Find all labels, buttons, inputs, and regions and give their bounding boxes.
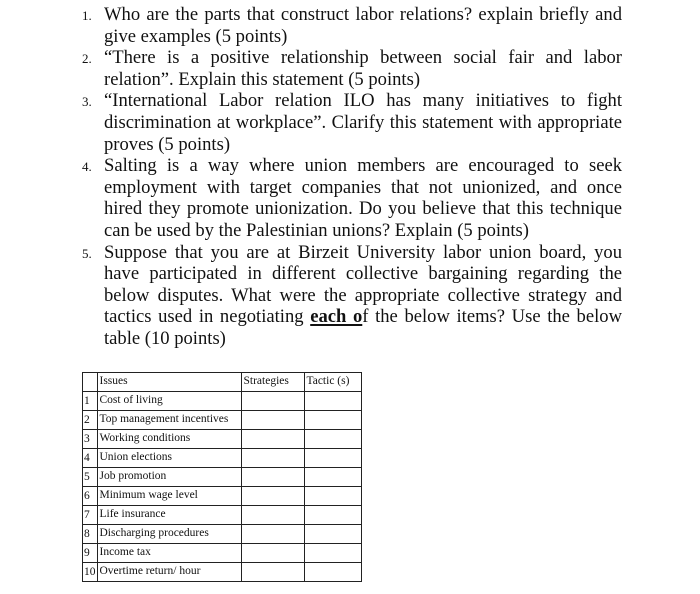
question-1 xyxy=(82,4,622,47)
table-row xyxy=(83,506,362,525)
question-text-after: f the below items? Use the below table (10 points) xyxy=(104,306,622,349)
strategy-cell[interactable] xyxy=(241,563,304,582)
strategy-cell[interactable] xyxy=(241,392,304,411)
table-row xyxy=(83,487,362,506)
question-text xyxy=(104,242,622,349)
row-number: 8 xyxy=(83,525,98,544)
row-issue: Job promotion xyxy=(97,468,241,487)
row-issue: Discharging procedures xyxy=(97,525,241,544)
tactic-cell[interactable] xyxy=(304,487,361,506)
tactic-cell[interactable] xyxy=(304,544,361,563)
table-row xyxy=(83,411,362,430)
question-5 xyxy=(82,242,622,350)
question-text: Salting is a way where union members are encouraged to seek employment with target companies that not unionized, and once hired they promote unionization. Do you believe that this technique can be used by the Palestinian unions? Explain (5 points) xyxy=(104,155,622,241)
row-number: 9 xyxy=(83,544,98,563)
strategy-cell[interactable] xyxy=(241,449,304,468)
tactic-cell[interactable] xyxy=(304,411,361,430)
tactic-cell[interactable] xyxy=(304,392,361,411)
header-issues: Issues xyxy=(97,373,241,392)
row-issue: Life insurance xyxy=(97,506,241,525)
row-number: 2 xyxy=(83,411,98,430)
question-number: 4. xyxy=(82,159,92,175)
tactic-cell[interactable] xyxy=(304,468,361,487)
strategy-cell[interactable] xyxy=(241,487,304,506)
question-4 xyxy=(82,155,622,241)
row-number: 1 xyxy=(83,392,98,411)
table-row xyxy=(83,468,362,487)
row-issue: Income tax xyxy=(97,544,241,563)
question-text: “There is a positive relationship between social fair and labor relation”. Explain this statement (5 points) xyxy=(104,47,622,90)
table-row xyxy=(83,392,362,411)
question-text-before: Suppose that you are at Birzeit University labor union board, you have participated in different collective bargaining regarding the below disputes. What were the appropriate collective strategy and tactics used in negotiating xyxy=(104,241,622,328)
tactic-cell[interactable] xyxy=(304,525,361,544)
row-issue: Top management incentives xyxy=(97,411,241,430)
table-row xyxy=(83,544,362,563)
row-number: 6 xyxy=(83,487,98,506)
strategy-cell[interactable] xyxy=(241,506,304,525)
strategy-cell[interactable] xyxy=(241,411,304,430)
table-row xyxy=(83,449,362,468)
row-number: 10 xyxy=(83,563,98,582)
strategy-cell[interactable] xyxy=(241,544,304,563)
exam-document xyxy=(82,4,622,350)
tactic-cell[interactable] xyxy=(304,506,361,525)
row-issue: Union elections xyxy=(97,449,241,468)
header-strategies: Strategies xyxy=(241,373,304,392)
strategy-cell[interactable] xyxy=(241,430,304,449)
tactic-cell[interactable] xyxy=(304,449,361,468)
tactic-cell[interactable] xyxy=(304,563,361,582)
emphasized-text: each o xyxy=(310,306,363,328)
question-text: Who are the parts that construct labor relations? explain briefly and give examples (5 points) xyxy=(104,4,622,47)
question-number: 1. xyxy=(82,8,92,23)
question-3 xyxy=(82,90,622,155)
question-list xyxy=(82,4,622,350)
row-number: 4 xyxy=(83,449,98,468)
issues-table xyxy=(82,372,362,582)
strategy-cell[interactable] xyxy=(241,525,304,544)
header-number xyxy=(83,373,98,392)
row-issue: Minimum wage level xyxy=(97,487,241,506)
question-number: 3. xyxy=(82,94,92,110)
row-issue: Cost of living xyxy=(97,392,241,411)
table-row xyxy=(83,563,362,582)
row-number: 3 xyxy=(83,430,98,449)
table-header-row xyxy=(83,373,362,392)
table-body xyxy=(83,392,362,582)
question-number: 5. xyxy=(82,245,92,261)
strategy-cell[interactable] xyxy=(241,468,304,487)
row-number: 5 xyxy=(83,468,98,487)
row-issue: Overtime return/ hour xyxy=(97,563,241,582)
table-row xyxy=(83,525,362,544)
row-number: 7 xyxy=(83,506,98,525)
question-number: 2. xyxy=(82,51,92,67)
question-text: “International Labor relation ILO has many initiatives to fight discrimination at workplace”. Clarify this statement with appropriate proves (5 points) xyxy=(104,90,622,155)
tactic-cell[interactable] xyxy=(304,430,361,449)
header-tactic: Tactic (s) xyxy=(304,373,361,392)
table-row xyxy=(83,430,362,449)
row-issue: Working conditions xyxy=(97,430,241,449)
question-2 xyxy=(82,47,622,90)
